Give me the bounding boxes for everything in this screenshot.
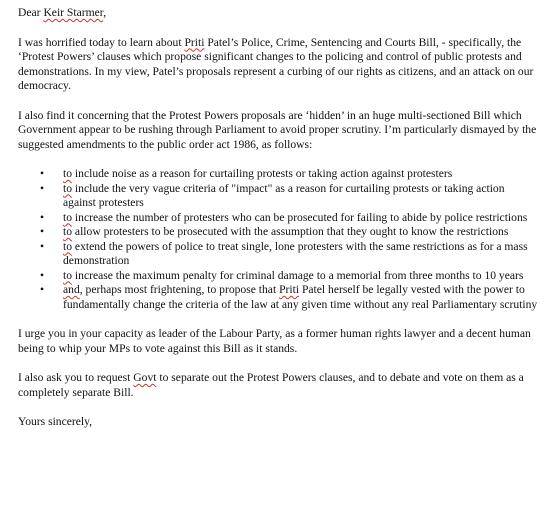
list-item-lead: to [63, 181, 73, 195]
list-item-lead: to [63, 268, 73, 282]
letter-greeting [18, 6, 540, 21]
paragraph-4-part-b: to separate out the Protest Powers clauses, and to debate and vote on them as a completely separate Bill. [18, 371, 524, 399]
list-item-text: allow protesters to be prosecuted with the assumption that they ought to know the restrictions [72, 225, 509, 238]
list-item [18, 269, 540, 284]
paragraph-4-govt: Govt [133, 371, 157, 384]
list-item-lead: and [63, 283, 80, 296]
greeting-name: Keir Starmer [43, 6, 104, 19]
paragraph-4-part-a: I also ask you to request [18, 371, 134, 384]
list-item [18, 182, 540, 211]
list-item-text: include the very vague criteria of "impact" as a reason for curtailing protests or taking action against protesters [63, 181, 505, 209]
list-item-lead: to [63, 239, 73, 253]
list-item [18, 225, 540, 240]
list-item [18, 167, 540, 182]
letter-closing: Yours sincerely, [18, 415, 93, 428]
paragraph-3: I urge you in your capacity as leader of the Labour Party, as a former human rights lawyer and a decent human being to whip your MPs to vote against this Bill as it stands. [18, 327, 531, 355]
list-item-lead: to [63, 225, 73, 238]
list-item [18, 283, 540, 312]
paragraph-1-part-a: I was horrified today to learn about [18, 35, 185, 49]
bullet-icon: • [40, 181, 45, 195]
bullet-icon: • [40, 167, 45, 180]
paragraph-1-part-b: Patel’s Police, Crime, Sentencing and Courts Bill, - specifically, the ‘Protest Powers’ clauses which propose significant changes to the policing and control of public protests and demonstrations. In my view, Patel’s proposals represent a curbing of our rights as citizens, and an attack on our democracy. [18, 35, 534, 92]
bullet-icon: • [40, 225, 45, 238]
paragraph-1 [18, 36, 540, 94]
bullet-icon: • [40, 210, 45, 224]
letter-document [18, 6, 540, 445]
list-item-text-a: , perhaps most frightening, to propose that [79, 283, 280, 296]
list-item [18, 240, 540, 269]
paragraph-4 [18, 371, 540, 400]
amendments-list [18, 167, 540, 312]
list-item-text: increase the maximum penalty for criminal damage to a memorial from three months to 10 years [72, 268, 524, 282]
greeting-suffix: , [103, 6, 107, 19]
list-item-text: extend the powers of police to treat single, lone protesters with the same restrictions as for a mass demonstration [63, 239, 528, 267]
list-item-text: include noise as a reason for curtailing protests or taking action against protesters [72, 167, 453, 180]
greeting-prefix: Dear [18, 6, 44, 19]
list-item-priti: Priti [279, 283, 300, 296]
list-item-lead: to [63, 167, 73, 180]
paragraph-1-priti: Priti [184, 35, 205, 49]
list-item-lead: to [63, 210, 73, 224]
paragraph-2: I also find it concerning that the Protest Powers proposals are ‘hidden’ in an huge multi-sectioned Bill which Government appear to be rushing through Parliament to avoid proper scrutiny. I’m particularly dismayed by the suggested amendments to the public order act 1986, as follows: [18, 108, 537, 151]
bullet-icon: • [40, 283, 45, 296]
bullet-icon: • [40, 239, 45, 253]
list-item-text: increase the number of protesters who can be prosecuted for failing to abide by police restrictions [72, 210, 528, 224]
bullet-icon: • [40, 268, 45, 282]
list-item [18, 211, 540, 226]
list-item-text-b: Patel herself be legally vested with the power to fundamentally change the criteria of the law at any given time without any real Parliamentary scrutiny [63, 283, 538, 311]
